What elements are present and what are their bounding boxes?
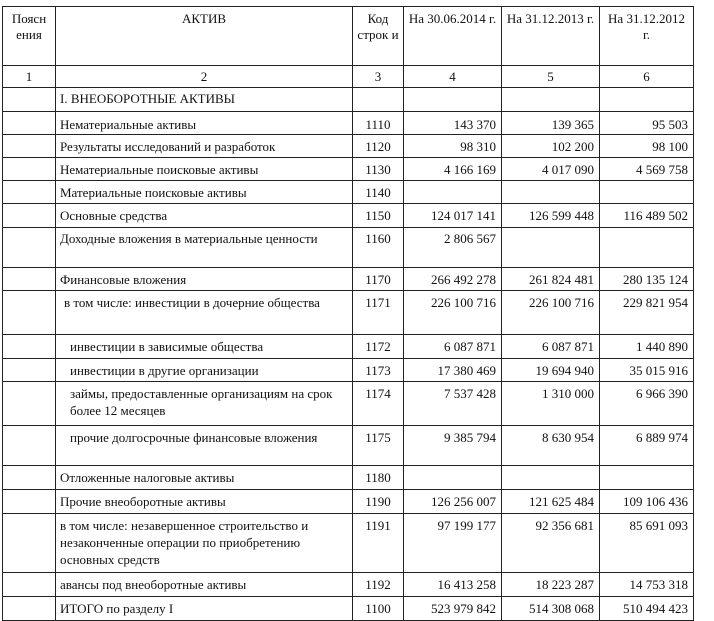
row-value-2012: 98 100	[600, 135, 694, 158]
table-row	[3, 291, 694, 335]
row-value-2012: 6 966 390	[600, 382, 694, 426]
row-label: Результаты исследований и разработок	[56, 135, 353, 158]
row-code: 1120	[353, 135, 404, 158]
row-value-2012: 35 015 916	[600, 359, 694, 382]
table-row	[3, 382, 694, 426]
row-value-2014: 143 370	[404, 112, 502, 135]
row-value-2014: 226 100 716	[404, 291, 502, 335]
row-value-2013: 261 824 481	[502, 268, 600, 291]
table-row	[3, 228, 694, 268]
table-row	[3, 158, 694, 181]
row-value-2014	[404, 181, 502, 204]
row-value-2014	[404, 466, 502, 490]
row-value-2014: 2 806 567	[404, 228, 502, 268]
row-value-2012	[600, 181, 694, 204]
col-header-date-2013: На 31.12.2013 г.	[502, 7, 600, 66]
table-row	[3, 466, 694, 490]
table-row	[3, 181, 694, 204]
table-row	[3, 268, 694, 291]
table-row	[3, 335, 694, 359]
row-value-2012: 116 489 502	[600, 204, 694, 228]
row-value-2014: 6 087 871	[404, 335, 502, 359]
row-value-2013: 139 365	[502, 112, 600, 135]
row-code: 1190	[353, 490, 404, 514]
row-code: 1150	[353, 204, 404, 228]
row-label: Финансовые вложения	[56, 268, 353, 291]
column-number: 1	[3, 66, 56, 88]
row-code: 1130	[353, 158, 404, 181]
row-code: 1180	[353, 466, 404, 490]
row-label: Доходные вложения в материальные ценности	[56, 228, 353, 268]
row-code: 1171	[353, 291, 404, 335]
row-value-2013: 226 100 716	[502, 291, 600, 335]
column-number: 3	[353, 66, 404, 88]
row-code: 1172	[353, 335, 404, 359]
column-number-row	[3, 66, 694, 88]
row-value-2012: 229 821 954	[600, 291, 694, 335]
row-label: Основные средства	[56, 204, 353, 228]
row-code: 1160	[353, 228, 404, 268]
section-title: I. ВНЕОБОРОТНЫЕ АКТИВЫ	[56, 88, 353, 112]
col-header-date-2012: На 31.12.2012 г.	[600, 7, 694, 66]
row-value-2014: 97 199 177	[404, 514, 502, 573]
row-value-2012: 510 494 423	[600, 597, 694, 621]
column-number: 4	[404, 66, 502, 88]
row-label: Нематериальные активы	[56, 112, 353, 135]
row-value-2013	[502, 181, 600, 204]
row-code: 1192	[353, 573, 404, 597]
row-label: в том числе: инвестиции в дочерние общества	[56, 291, 353, 335]
row-value-2013: 92 356 681	[502, 514, 600, 573]
column-number: 2	[56, 66, 353, 88]
col-header-notes: Поясн ения	[3, 7, 56, 66]
row-value-2013: 6 087 871	[502, 335, 600, 359]
row-label: в том числе: незавершенное строительство и незаконченные операции по приобретению основных средств	[56, 514, 353, 573]
col-header-code: Код строк и	[353, 7, 404, 66]
row-label: прочие долгосрочные финансовые вложения	[56, 426, 353, 466]
table-row	[3, 135, 694, 158]
row-value-2012: 95 503	[600, 112, 694, 135]
total-row	[3, 597, 694, 621]
table-row	[3, 204, 694, 228]
row-value-2013: 8 630 954	[502, 426, 600, 466]
row-value-2012	[600, 228, 694, 268]
row-code: 1140	[353, 181, 404, 204]
row-value-2012	[600, 466, 694, 490]
column-number: 5	[502, 66, 600, 88]
row-label: инвестиции в другие организации	[56, 359, 353, 382]
row-label: Отложенные налоговые активы	[56, 466, 353, 490]
table-row	[3, 426, 694, 466]
row-value-2012: 85 691 093	[600, 514, 694, 573]
row-label: Прочие внеоборотные активы	[56, 490, 353, 514]
row-value-2013: 102 200	[502, 135, 600, 158]
table-row	[3, 112, 694, 135]
row-value-2014: 523 979 842	[404, 597, 502, 621]
row-value-2012: 280 135 124	[600, 268, 694, 291]
column-number: 6	[600, 66, 694, 88]
row-value-2014: 7 537 428	[404, 382, 502, 426]
row-value-2013: 126 599 448	[502, 204, 600, 228]
table-row	[3, 514, 694, 573]
row-value-2014: 98 310	[404, 135, 502, 158]
col-header-asset: АКТИВ	[56, 7, 353, 66]
row-label: ИТОГО по разделу I	[56, 597, 353, 621]
col-header-date-2014: На 30.06.2014 г.	[404, 7, 502, 66]
row-value-2013	[502, 466, 600, 490]
row-code: 1191	[353, 514, 404, 573]
row-value-2014: 17 380 469	[404, 359, 502, 382]
row-value-2014: 124 017 141	[404, 204, 502, 228]
row-code: 1175	[353, 426, 404, 466]
row-code: 1173	[353, 359, 404, 382]
row-value-2013	[502, 228, 600, 268]
row-code: 1100	[353, 597, 404, 621]
row-value-2014: 9 385 794	[404, 426, 502, 466]
row-code: 1170	[353, 268, 404, 291]
row-label: инвестиции в зависимые общества	[56, 335, 353, 359]
row-value-2012: 6 889 974	[600, 426, 694, 466]
row-value-2014: 4 166 169	[404, 158, 502, 181]
header-row	[3, 7, 694, 66]
row-value-2012: 4 569 758	[600, 158, 694, 181]
row-label: Нематериальные поисковые активы	[56, 158, 353, 181]
row-value-2012: 109 106 436	[600, 490, 694, 514]
row-value-2013: 1 310 000	[502, 382, 600, 426]
row-value-2013: 19 694 940	[502, 359, 600, 382]
table-row	[3, 573, 694, 597]
row-value-2013: 4 017 090	[502, 158, 600, 181]
table-row	[3, 359, 694, 382]
table-row	[3, 490, 694, 514]
section-row	[3, 88, 694, 112]
row-code: 1110	[353, 112, 404, 135]
row-label: займы, предоставленные организациям на срок более 12 месяцев	[56, 382, 353, 426]
row-code: 1174	[353, 382, 404, 426]
row-value-2012: 1 440 890	[600, 335, 694, 359]
assets-table	[2, 6, 694, 621]
row-value-2013: 18 223 287	[502, 573, 600, 597]
row-value-2013: 514 308 068	[502, 597, 600, 621]
row-label: авансы под внеоборотные активы	[56, 573, 353, 597]
row-value-2012: 14 753 318	[600, 573, 694, 597]
row-value-2014: 266 492 278	[404, 268, 502, 291]
row-value-2013: 121 625 484	[502, 490, 600, 514]
row-value-2014: 126 256 007	[404, 490, 502, 514]
row-value-2014: 16 413 258	[404, 573, 502, 597]
row-label: Материальные поисковые активы	[56, 181, 353, 204]
